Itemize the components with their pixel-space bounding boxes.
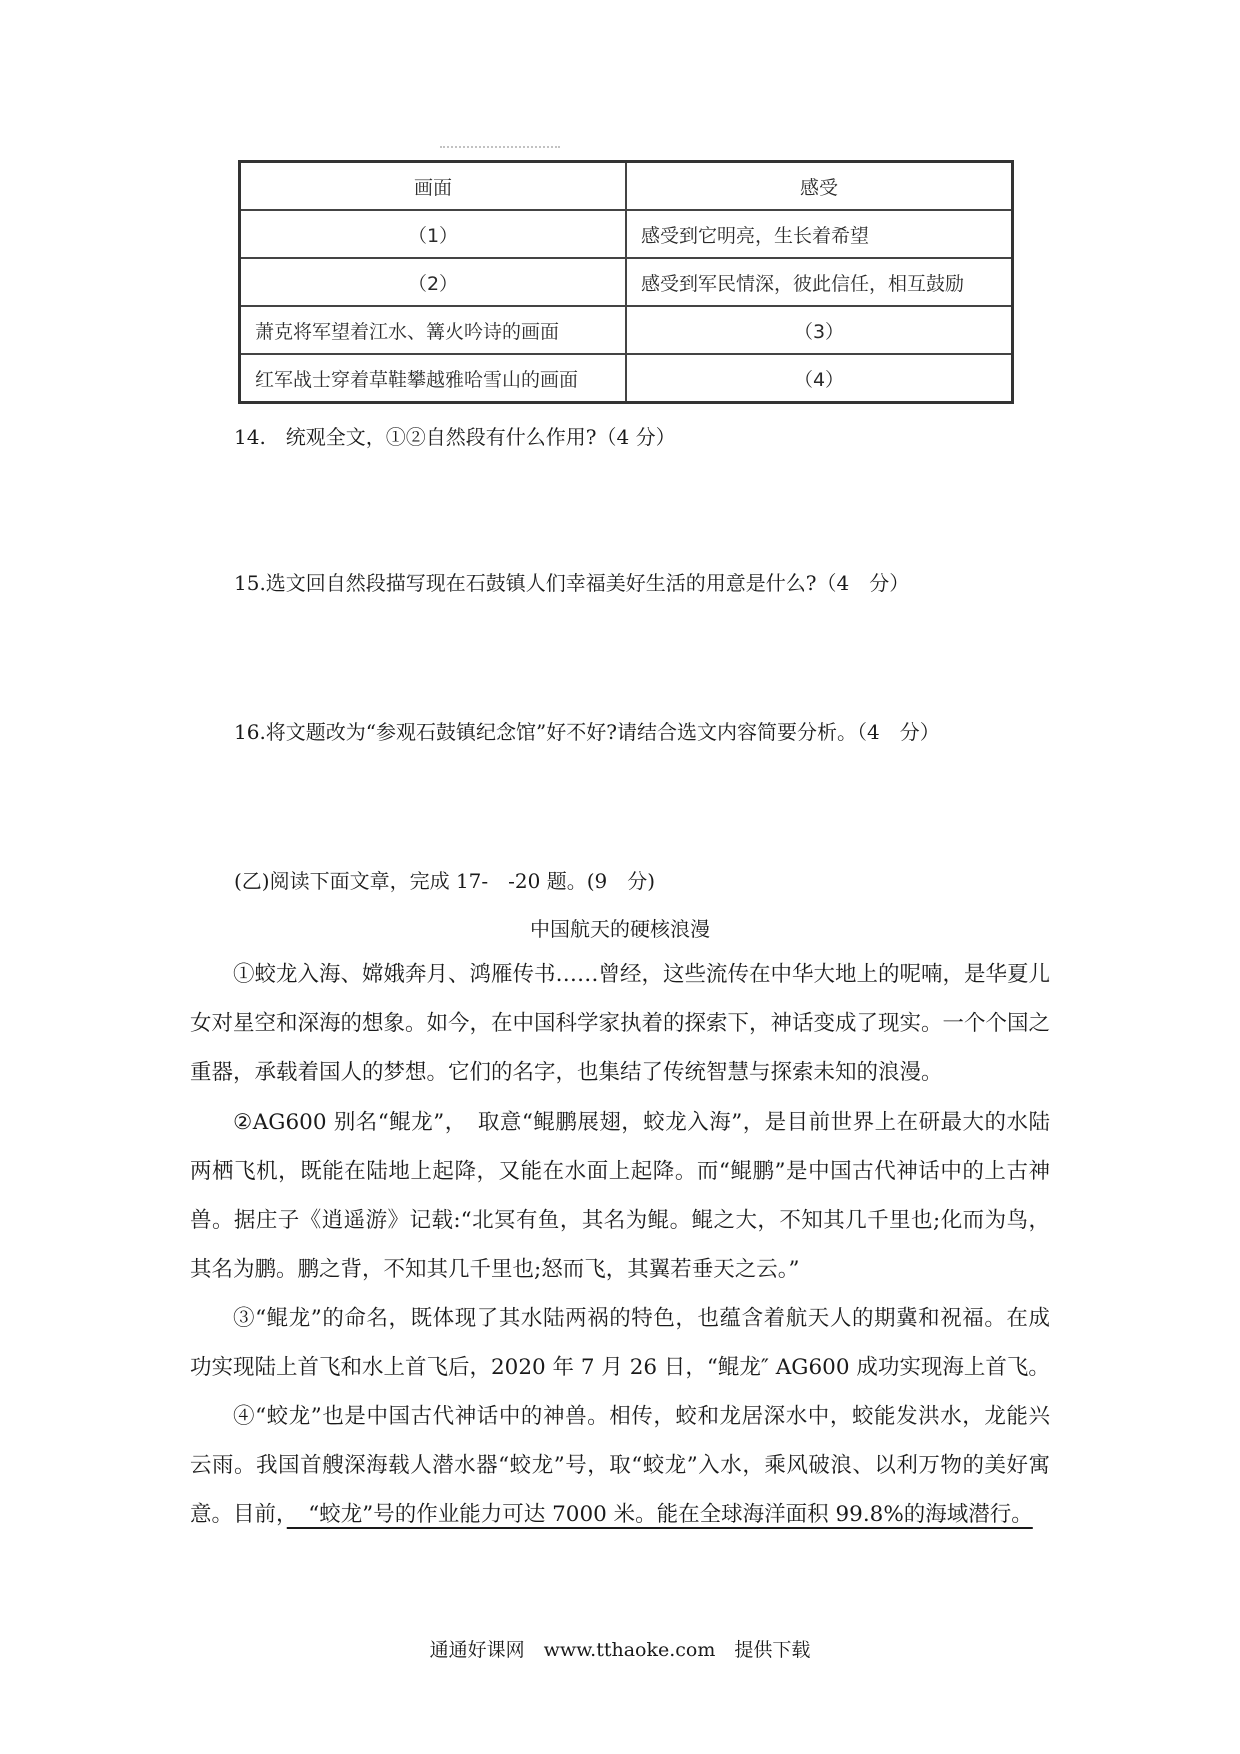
cell-scene: （1）: [240, 210, 627, 258]
article-title: 中国航天的硬核浪漫: [530, 917, 710, 941]
article-paragraph-1: ①蛟龙入海、嫦娥奔月、鸿雁传书……曾经，这些流传在中华大地上的呢喃，是华夏儿女对星空和深海的想象。如今，在中国科学家执着的探索下，神话变成了现实。一个个国之重器，承载着国人的梦想。它们的名字，也集结了传统智慧与探索未知的浪漫。: [190, 962, 1051, 1085]
header-scene: 画面: [240, 162, 627, 211]
table-row: [240, 354, 1013, 403]
underlined-sentence: “蛟龙”号的作业能力可达 7000 米。能在全球海洋面积 99.8%的海域潜行。: [286, 1502, 1033, 1527]
article-paragraph-3: ③“鲲龙”的命名，既体现了其水陆两祸的特色，也蕴含着航天人的期冀和祝福。在成功实现陆上首飞和水上首飞后，2020 年 7 月 26 日，“鲲龙″ AG600 成功实现海上首飞。: [190, 1306, 1050, 1380]
cell-scene: 红军战士穿着草鞋攀越雅哈雪山的画面: [240, 354, 627, 403]
article-paragraph-4: [190, 1392, 1050, 1539]
cell-scene: （2）: [240, 258, 627, 306]
article-paragraph-2: ②AG600 别名“鲲龙”， 取意“鲲鹏展翅，蛟龙入海”，是目前世界上在研最大的水陆两栖飞机，既能在陆地上起降，又能在水面上起降。而“鲲鹏”是中国古代神话中的上古神兽。据庄子《逍遥游》记载:“北冥有鱼，其名为鲲。鲲之大，不知其几千里也;化而为鸟，其名为鹏。鹏之背，不知其几千里也;怒而飞，其翼若垂天之云。”: [190, 1110, 1050, 1282]
paragraph-4-text: ④“蛟龙”也是中国古代神话中的神兽。相传，蛟和龙居深水中，蛟能发洪水，龙能兴云雨。我国首艘深海载人潜水器“蛟龙”号，取“蛟龙”入水，乘风破浪、以利万物的美好寓意。目前，: [190, 1404, 1050, 1527]
cell-feeling: （4）: [626, 354, 1013, 403]
table-header-row: [240, 162, 1013, 211]
table-row: [240, 210, 1013, 258]
cell-feeling: 感受到军民情深，彼此信任，相互鼓励: [626, 258, 1013, 306]
cell-feeling: （3）: [626, 306, 1013, 354]
header-feeling: 感受: [626, 162, 1013, 211]
cell-scene: 萧克将军望着江水、篝火吟诗的画面: [240, 306, 627, 354]
question-16: 16.将文题改为“参观石鼓镇纪念馆”好不好?请结合选文内容简要分析。（4 分）: [234, 720, 940, 744]
cell-feeling: 感受到它明亮，生长着希望: [626, 210, 1013, 258]
question-14: 14. 统观全文，①②自然段有什么作用?（4 分）: [234, 425, 676, 449]
question-15: 15.选文回自然段描写现在石鼓镇人们幸福美好生活的用意是什么?（4 分）: [234, 571, 910, 595]
scan-artifact: [440, 146, 560, 154]
page-footer: 通通好课网 www.tthaoke.com 提供下载: [429, 1639, 811, 1661]
table-row: [240, 258, 1013, 306]
answer-table: [238, 160, 1014, 404]
table-row: [240, 306, 1013, 354]
section-heading: (乙)阅读下面文章，完成 17- -20 题。(9 分): [234, 869, 656, 893]
